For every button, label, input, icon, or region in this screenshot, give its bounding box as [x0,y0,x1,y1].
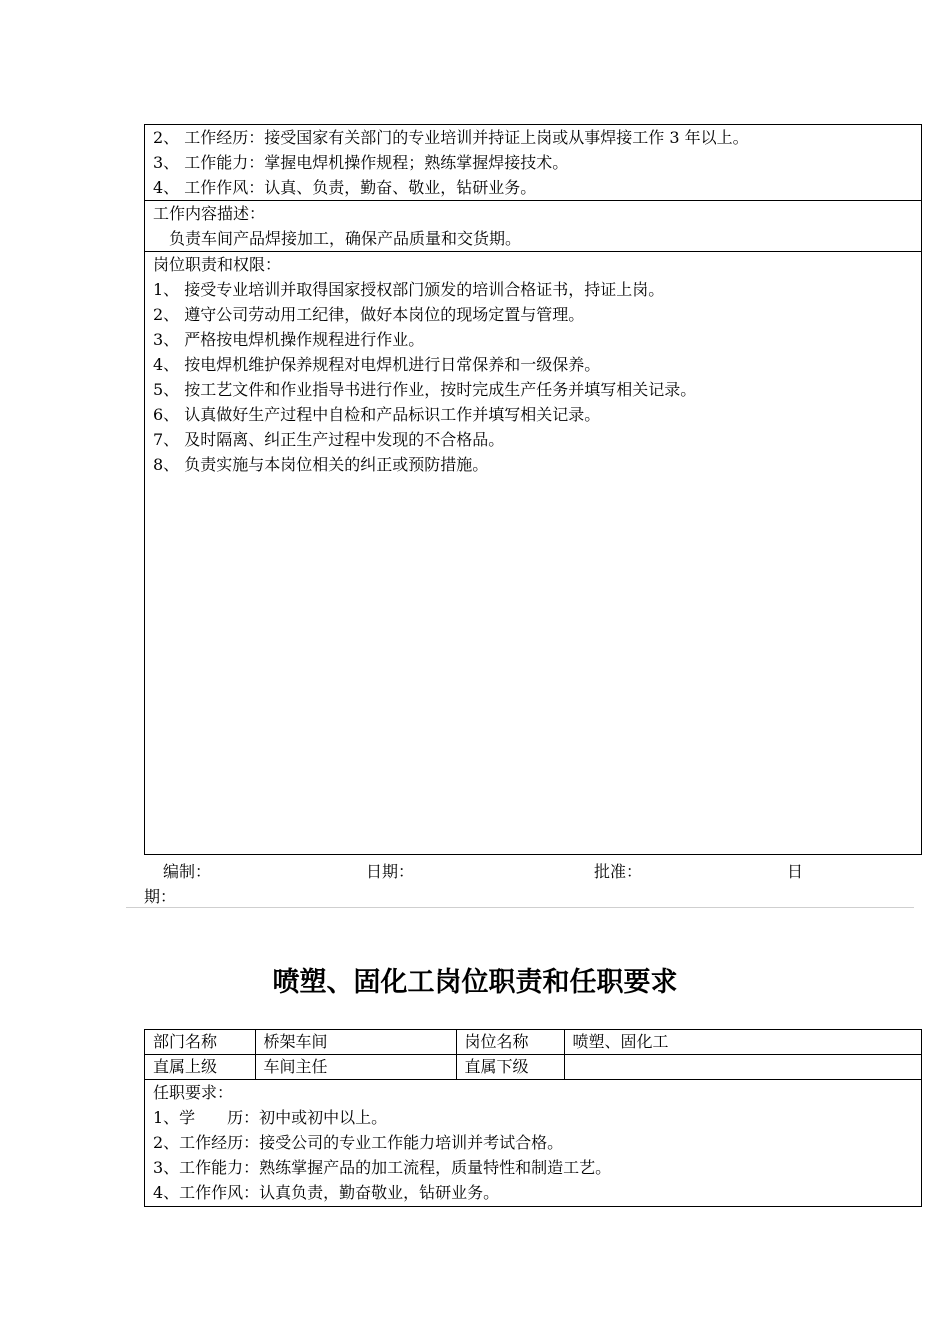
duties-label: 岗位职责和权限： [153,255,282,274]
dept-label: 部门名称 [145,1030,255,1055]
section-title: 喷塑、固化工岗位职责和任职要求 [272,967,678,998]
table-row [145,1055,921,1080]
date-label: 日期： [366,862,415,881]
approved-by-label: 批准： [594,862,643,881]
duty-item: 5、 按工艺文件和作业指导书进行作业，按时完成生产任务并填写相关记录。 [153,380,697,399]
position-info-table [144,1029,922,1207]
requirement-item: 1、学 历：初中或初中以上。 [153,1108,388,1127]
requirements-label: 任职要求： [153,1083,234,1102]
table-row [145,1030,921,1055]
qualification-line: 3、 工作能力：掌握电焊机操作规程；熟练掌握焊接技术。 [153,153,569,172]
duty-item: 1、 接受专业培训并取得国家授权部门颁发的培训合格证书，持证上岗。 [153,280,665,299]
page-divider [126,907,914,908]
superior-value: 车间主任 [255,1055,456,1080]
duty-item: 8、 负责实施与本岗位相关的纠正或预防措施。 [153,455,489,474]
requirement-item: 4、工作作风：认真负责，勤奋敬业，钻研业务。 [153,1183,500,1202]
duty-item: 2、 遵守公司劳动用工纪律，做好本岗位的现场定置与管理。 [153,305,585,324]
post-value: 喷塑、固化工 [564,1030,921,1055]
qualifications-box [144,124,922,201]
description-label: 工作内容描述： [153,204,266,223]
dept-value: 桥架车间 [255,1030,456,1055]
subordinate-label: 直属下级 [456,1055,564,1080]
qualification-line: 2、 工作经历：接受国家有关部门的专业培训并持证上岗或从事焊接工作 3 年以上。 [153,128,749,147]
approval-date-label-end: 期： [144,887,177,906]
duty-item: 6、 认真做好生产过程中自检和产品标识工作并填写相关记录。 [153,405,601,424]
post-label: 岗位名称 [456,1030,564,1055]
approval-date-label-start: 日 [787,862,804,881]
duty-item: 4、 按电焊机维护保养规程对电焊机进行日常保养和一级保养。 [153,355,601,374]
duties-box [144,251,922,855]
superior-label: 直属上级 [145,1055,255,1080]
subordinate-value [564,1055,921,1080]
duty-item: 7、 及时隔离、纠正生产过程中发现的不合格品。 [153,430,505,449]
requirement-item: 3、工作能力：熟练掌握产品的加工流程，质量特性和制造工艺。 [153,1158,612,1177]
duty-item: 3、 严格按电焊机操作规程进行作业。 [153,330,425,349]
description-text: 负责车间产品焊接加工，确保产品质量和交货期。 [169,229,522,248]
requirement-item: 2、工作经历：接受公司的专业工作能力培训并考试合格。 [153,1133,564,1152]
prepared-by-label: 编制： [163,862,212,881]
job-description-box [144,200,922,252]
qualification-line: 4、 工作作风：认真、负责，勤奋、敬业，钻研业务。 [153,178,537,197]
